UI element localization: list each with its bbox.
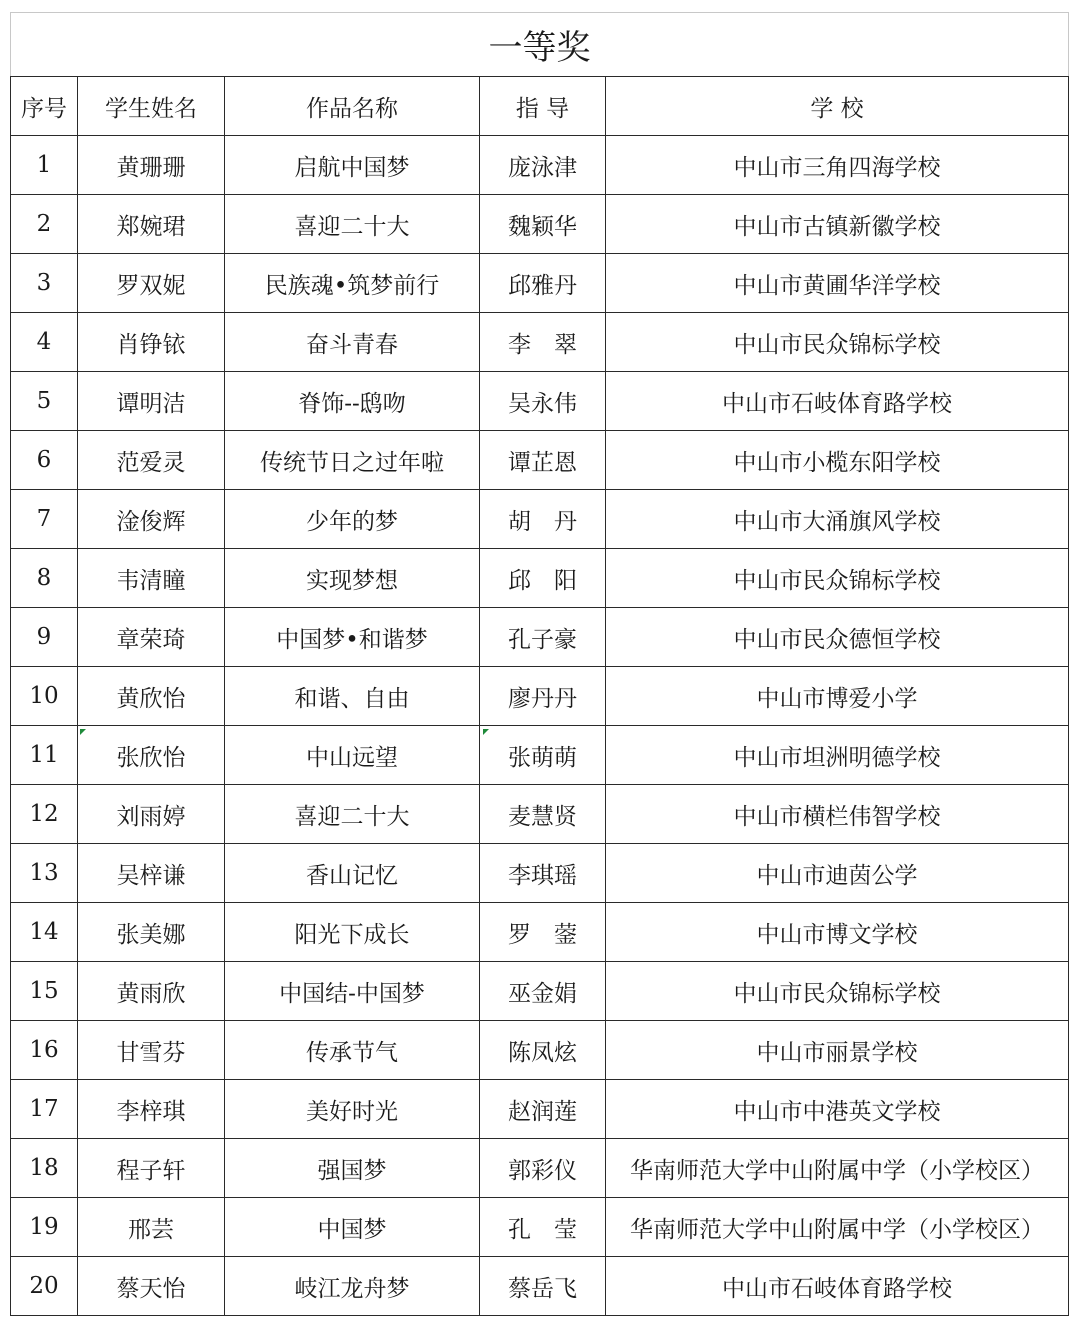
cell-student: 肖铮铱 — [78, 313, 225, 372]
cell-student: 张美娜 — [78, 903, 225, 962]
cell-student: 罗双妮 — [78, 254, 225, 313]
table-title: 一等奖 — [11, 13, 1069, 77]
cell-student: 黄欣怡 — [78, 667, 225, 726]
cell-teacher: 李 翠 — [480, 313, 606, 372]
cell-student: 李梓琪 — [78, 1080, 225, 1139]
cell-work: 脊饰--鸱吻 — [225, 372, 480, 431]
cell-school: 中山市民众锦标学校 — [606, 313, 1069, 372]
cell-student: 张欣怡 — [78, 726, 225, 785]
cell-school: 华南师范大学中山附属中学（小学校区） — [606, 1139, 1069, 1198]
cell-student: 韦清瞳 — [78, 549, 225, 608]
cell-marker-icon — [483, 729, 489, 735]
table-row — [11, 844, 1069, 903]
cell-teacher: 孔子豪 — [480, 608, 606, 667]
table-body — [11, 136, 1069, 1316]
cell-teacher: 罗 蓥 — [480, 903, 606, 962]
cell-teacher: 邱 阳 — [480, 549, 606, 608]
table-row — [11, 372, 1069, 431]
cell-work: 传统节日之过年啦 — [225, 431, 480, 490]
cell-student: 黄珊珊 — [78, 136, 225, 195]
table-row — [11, 195, 1069, 254]
cell-school: 中山市黄圃华洋学校 — [606, 254, 1069, 313]
cell-student: 章荣琦 — [78, 608, 225, 667]
title-row — [11, 13, 1069, 77]
cell-teacher: 郭彩仪 — [480, 1139, 606, 1198]
table-row — [11, 313, 1069, 372]
cell-index: 7 — [11, 490, 78, 549]
cell-student: 范爱灵 — [78, 431, 225, 490]
cell-student: 蔡天怡 — [78, 1257, 225, 1316]
cell-student: 邢芸 — [78, 1198, 225, 1257]
cell-school: 中山市民众锦标学校 — [606, 962, 1069, 1021]
table-row — [11, 726, 1069, 785]
cell-student: 郑婉珺 — [78, 195, 225, 254]
table-row — [11, 903, 1069, 962]
cell-work: 奋斗青春 — [225, 313, 480, 372]
cell-work: 美好时光 — [225, 1080, 480, 1139]
cell-student: 吴梓谦 — [78, 844, 225, 903]
cell-work: 中国梦•和谐梦 — [225, 608, 480, 667]
cell-teacher: 谭芷恩 — [480, 431, 606, 490]
cell-school: 华南师范大学中山附属中学（小学校区） — [606, 1198, 1069, 1257]
cell-teacher: 麦慧贤 — [480, 785, 606, 844]
header-student: 学生姓名 — [78, 77, 225, 136]
cell-work: 强国梦 — [225, 1139, 480, 1198]
table-row — [11, 549, 1069, 608]
table-row — [11, 1198, 1069, 1257]
cell-marker-icon — [80, 729, 86, 735]
cell-index: 9 — [11, 608, 78, 667]
header-school: 学 校 — [606, 77, 1069, 136]
cell-index: 11 — [11, 726, 78, 785]
cell-index: 2 — [11, 195, 78, 254]
cell-school: 中山市小榄东阳学校 — [606, 431, 1069, 490]
cell-teacher: 庞泳津 — [480, 136, 606, 195]
cell-student: 程子轩 — [78, 1139, 225, 1198]
cell-school: 中山市民众德恒学校 — [606, 608, 1069, 667]
cell-student: 黄雨欣 — [78, 962, 225, 1021]
header-work: 作品名称 — [225, 77, 480, 136]
table-row — [11, 1080, 1069, 1139]
header-row — [11, 77, 1069, 136]
cell-teacher: 李琪瑶 — [480, 844, 606, 903]
cell-school: 中山市古镇新徽学校 — [606, 195, 1069, 254]
cell-teacher: 邱雅丹 — [480, 254, 606, 313]
cell-work: 喜迎二十大 — [225, 195, 480, 254]
cell-teacher: 巫金娟 — [480, 962, 606, 1021]
cell-work: 少年的梦 — [225, 490, 480, 549]
cell-teacher: 蔡岳飞 — [480, 1257, 606, 1316]
cell-work: 香山记忆 — [225, 844, 480, 903]
cell-index: 14 — [11, 903, 78, 962]
table-row — [11, 1257, 1069, 1316]
cell-work: 启航中国梦 — [225, 136, 480, 195]
cell-teacher: 魏颖华 — [480, 195, 606, 254]
header-index: 序号 — [11, 77, 78, 136]
cell-school: 中山市三角四海学校 — [606, 136, 1069, 195]
cell-work: 喜迎二十大 — [225, 785, 480, 844]
cell-work: 民族魂•筑梦前行 — [225, 254, 480, 313]
cell-index: 20 — [11, 1257, 78, 1316]
cell-teacher: 孔 莹 — [480, 1198, 606, 1257]
cell-index: 19 — [11, 1198, 78, 1257]
cell-school: 中山市石岐体育路学校 — [606, 1257, 1069, 1316]
cell-index: 16 — [11, 1021, 78, 1080]
cell-student: 甘雪芬 — [78, 1021, 225, 1080]
cell-work: 实现梦想 — [225, 549, 480, 608]
cell-index: 17 — [11, 1080, 78, 1139]
cell-index: 6 — [11, 431, 78, 490]
cell-index: 8 — [11, 549, 78, 608]
table-row — [11, 962, 1069, 1021]
cell-teacher: 张萌萌 — [480, 726, 606, 785]
cell-school: 中山市中港英文学校 — [606, 1080, 1069, 1139]
table-row — [11, 1021, 1069, 1080]
cell-teacher: 赵润莲 — [480, 1080, 606, 1139]
cell-school: 中山市丽景学校 — [606, 1021, 1069, 1080]
cell-index: 18 — [11, 1139, 78, 1198]
cell-index: 1 — [11, 136, 78, 195]
cell-work: 和谐、自由 — [225, 667, 480, 726]
cell-school: 中山市坦洲明德学校 — [606, 726, 1069, 785]
table-row — [11, 785, 1069, 844]
cell-work: 传承节气 — [225, 1021, 480, 1080]
header-teacher: 指 导 — [480, 77, 606, 136]
cell-school: 中山市博文学校 — [606, 903, 1069, 962]
table-row — [11, 608, 1069, 667]
cell-teacher: 廖丹丹 — [480, 667, 606, 726]
table-row — [11, 254, 1069, 313]
cell-index: 12 — [11, 785, 78, 844]
cell-work: 阳光下成长 — [225, 903, 480, 962]
cell-work: 中国梦 — [225, 1198, 480, 1257]
cell-school: 中山市迪茵公学 — [606, 844, 1069, 903]
cell-school: 中山市博爱小学 — [606, 667, 1069, 726]
cell-school: 中山市横栏伟智学校 — [606, 785, 1069, 844]
cell-student: 淦俊辉 — [78, 490, 225, 549]
cell-school: 中山市民众锦标学校 — [606, 549, 1069, 608]
cell-index: 10 — [11, 667, 78, 726]
cell-work: 中山远望 — [225, 726, 480, 785]
table-row — [11, 667, 1069, 726]
cell-teacher: 吴永伟 — [480, 372, 606, 431]
cell-index: 15 — [11, 962, 78, 1021]
cell-school: 中山市大涌旗风学校 — [606, 490, 1069, 549]
table-row — [11, 136, 1069, 195]
cell-student: 谭明洁 — [78, 372, 225, 431]
cell-teacher: 陈凤炫 — [480, 1021, 606, 1080]
cell-teacher: 胡 丹 — [480, 490, 606, 549]
table-row — [11, 1139, 1069, 1198]
award-sheet — [10, 12, 1068, 1316]
table-row — [11, 431, 1069, 490]
table-row — [11, 490, 1069, 549]
cell-work: 岐江龙舟梦 — [225, 1257, 480, 1316]
award-table — [10, 12, 1069, 1316]
cell-index: 13 — [11, 844, 78, 903]
cell-student: 刘雨婷 — [78, 785, 225, 844]
cell-index: 3 — [11, 254, 78, 313]
cell-school: 中山市石岐体育路学校 — [606, 372, 1069, 431]
cell-index: 5 — [11, 372, 78, 431]
cell-index: 4 — [11, 313, 78, 372]
cell-work: 中国结-中国梦 — [225, 962, 480, 1021]
